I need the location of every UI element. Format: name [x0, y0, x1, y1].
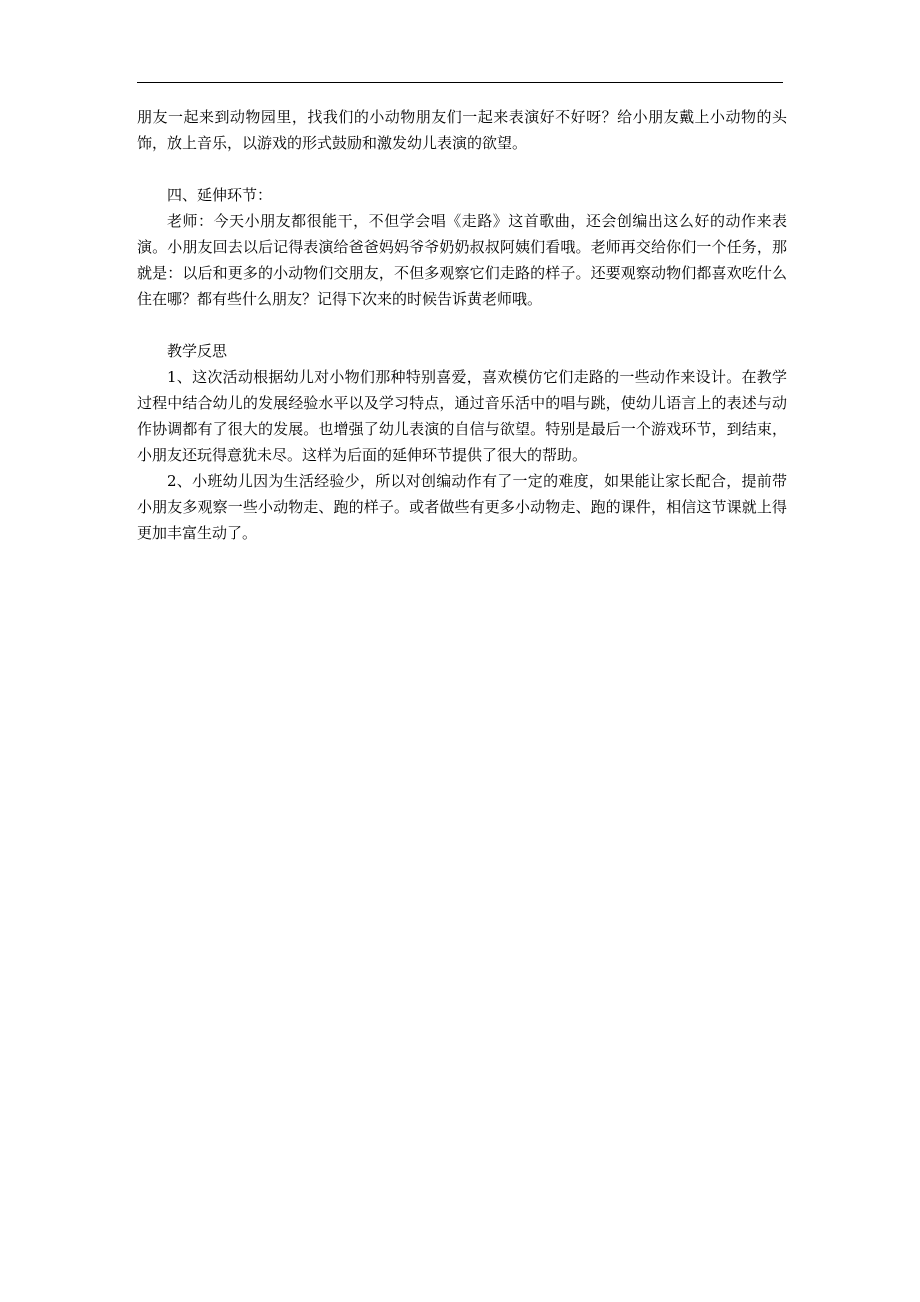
paragraph-gap: [137, 312, 787, 338]
document-body: [137, 104, 787, 546]
section4-paragraph: 老师：今天小朋友都很能干，不但学会唱《走路》这首歌曲，还会创编出这么好的动作来表演。小朋友回去以后记得表演给爸爸妈妈爷爷奶奶叔叔阿姨们看哦。老师再交给你们一个任务，那就是：以后和更多的小动物们交朋友，不但多观察它们走路的样子。还要观察动物们都喜欢吃什么住在哪？都有些什么朋友？记得下次来的时候告诉黄老师哦。: [137, 212, 787, 308]
section4-heading: 四、延伸环节：: [167, 186, 273, 204]
intro-paragraph: 朋友一起来到动物园里，找我们的小动物朋友们一起来表演好不好呀？给小朋友戴上小动物的头饰，放上音乐，以游戏的形式鼓励和激发幼儿表演的欲望。: [137, 108, 787, 152]
reflection-paragraph-2: 2、小班幼儿因为生活经验少，所以对创编动作有了一定的难度，如果能让家长配合，提前带小朋友多观察一些小动物走、跑的样子。或者做些有更多小动物走、跑的课件，相信这节课就上得更加丰富生动了。: [137, 472, 787, 542]
reflection-paragraph-1: 1、这次活动根据幼儿对小物们那种特别喜爱，喜欢模仿它们走路的一些动作来设计。在教学过程中结合幼儿的发展经验水平以及学习特点，通过音乐活中的唱与跳，使幼儿语言上的表述与动作协调都有了很大的发展。也增强了幼儿表演的自信与欲望。特别是最后一个游戏环节，到结束，小朋友还玩得意犹未尽。这样为后面的延伸环节提供了很大的帮助。: [137, 368, 787, 464]
paragraph-gap: [137, 156, 787, 182]
header-rule: [137, 82, 783, 83]
reflection-heading: 教学反思: [167, 342, 228, 360]
